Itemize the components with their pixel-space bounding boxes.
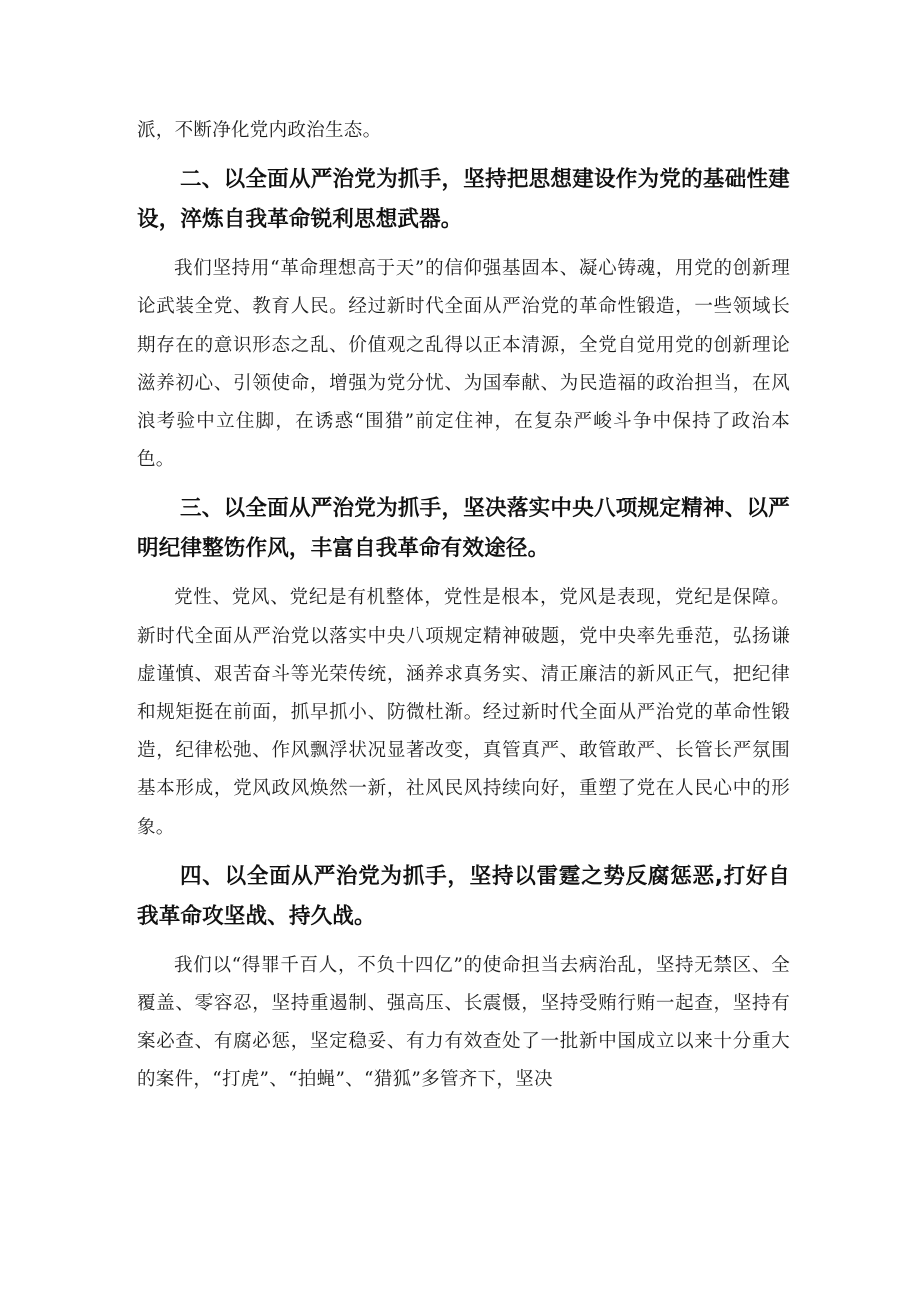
paragraph-section-2: 我们坚持用“革命理想高于天”的信仰强基固本、凝心铸魂，用党的创新理论武装全党、教育人民。经过新时代全面从严治党的革命性锻造，一些领域长期存在的意识形态之乱、价值观之乱得以正本清源，全党自觉用党的创新理论滋养初心、引领使命，增强为党分忧、为国奉献、为民造福的政治担当，在风浪考验中立住脚，在诱惑“围猎”前定住神，在复杂严峻斗争中保持了政治本色。: [137, 258, 790, 471]
section-heading-2: 二、以全面从严治党为抓手，坚持把思想建设作为党的基础性建设，淬炼自我革命锐利思想武器。: [137, 167, 790, 233]
section-heading-4: 四、以全面从严治党为抓手，坚持以雷霆之势反腐惩恶,打好自我革命攻坚战、持久战。: [137, 863, 790, 929]
paragraph-continued: 派，不断净化党内政治生态。: [137, 120, 382, 141]
paragraph-section-3: 党性、党风、党纪是有机整体，党性是根本，党风是表现，党纪是保障。新时代全面从严治党以落实中央八项规定精神破题，党中央率先垂范，弘扬谦虚谨慎、艰苦奋斗等光荣传统，涵养求真务实、清正廉洁的新风正气，把纪律和规矩挺在前面，抓早抓小、防微杜渐。经过新时代全面从严治党的革命性锻造，纪律松弛、作风飘浮状况显著改变，真管真严、敢管敢严、长管长严氛围基本形成，党风政风焕然一新，社风民风持续向好，重塑了党在人民心中的形象。: [137, 587, 790, 838]
document-body: [137, 112, 790, 1100]
section-heading-3: 三、以全面从严治党为抓手，坚决落实中央八项规定精神、以严明纪律整饬作风，丰富自我革命有效途径。: [137, 496, 790, 562]
paragraph-section-4: 我们以“得罪千百人，不负十四亿”的使命担当去病治乱，坚持无禁区、全覆盖、零容忍，坚持重遏制、强高压、长震慑，坚持受贿行贿一起查，坚持有案必查、有腐必惩，坚定稳妥、有力有效查处了一批新中国成立以来十分重大的案件，“打虎”、“拍蝇”、“猎狐”多管齐下，坚决: [137, 954, 790, 1091]
